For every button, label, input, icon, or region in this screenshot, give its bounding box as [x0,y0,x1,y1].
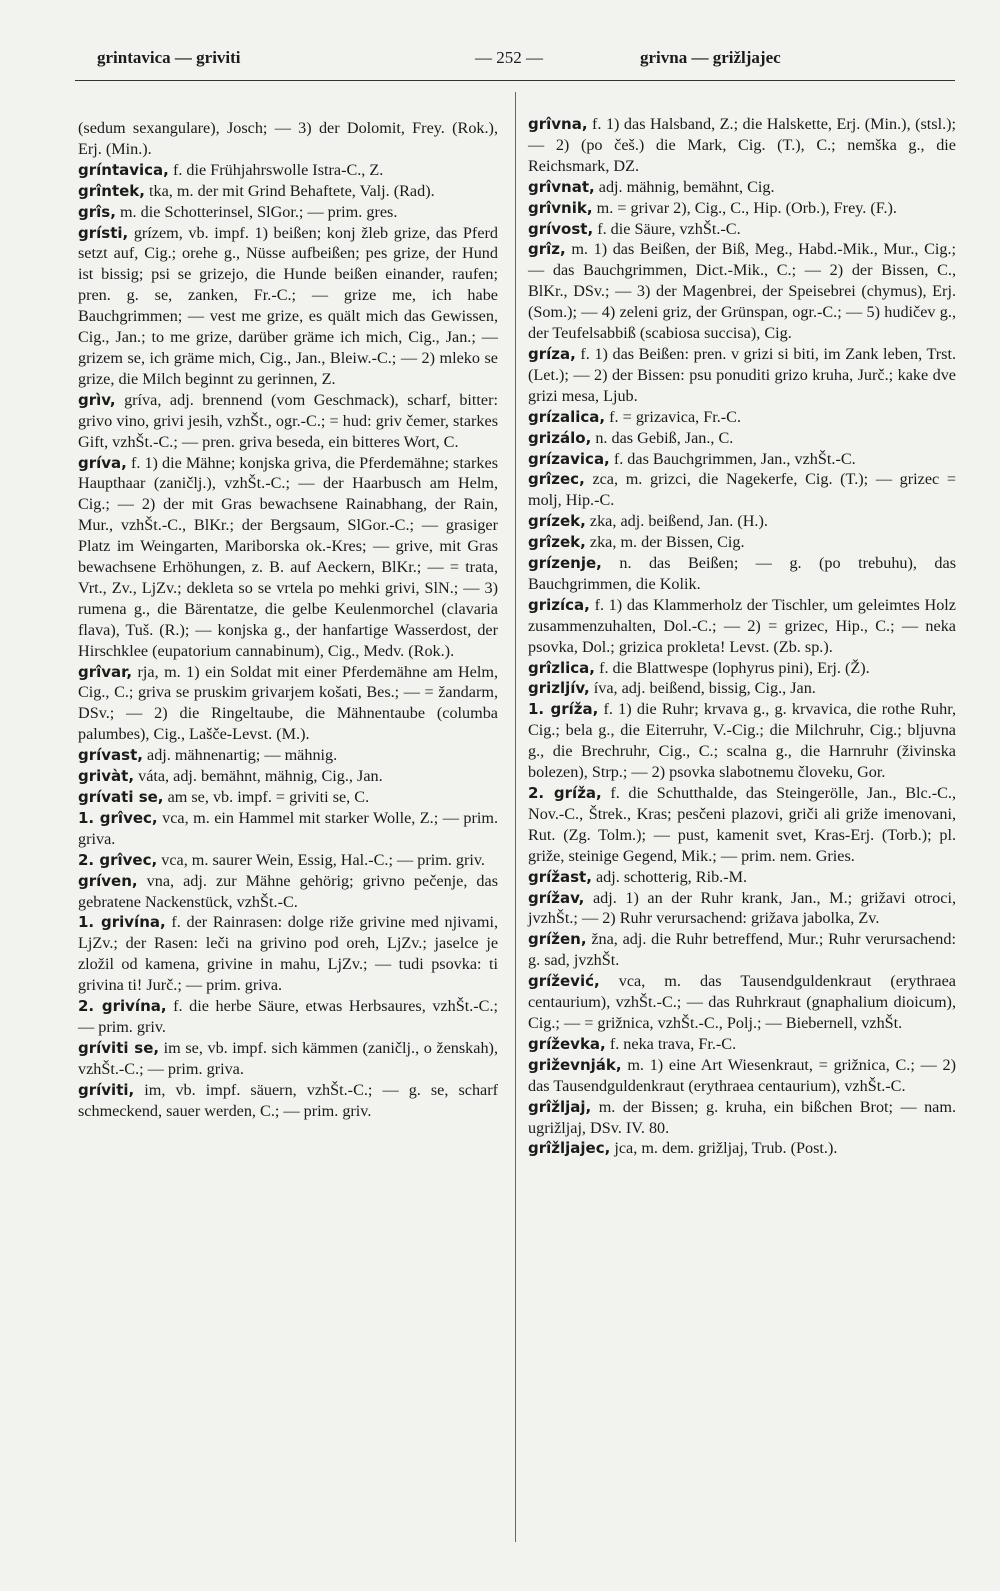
entry-definition: váta, adj. bemähnt, mähnig, Cig., Jan. [138,767,383,786]
entry-headword: 2. gríža, [528,784,602,802]
entry-definition: f. das Bauchgrimmen, Jan., vzhŠt.-C. [613,449,856,468]
dictionary-entry [78,850,498,871]
entry-headword: 1. grîvec, [78,808,158,827]
entry-headword: grivàt, [78,767,135,786]
dictionary-entry [78,118,498,160]
entry-headword: grívati se, [78,788,164,806]
entry-definition: íva, adj. beißend, bissig, Cig., Jan. [593,679,816,698]
entry-headword: griževnják, [528,1055,622,1074]
entry-definition: f. 1) die Mähne; konjska griva, die Pferdemähne; starkes Haupthaar (zaničlj.), vzhŠt.-C.; — der Haarbusch am Helm, Cig.; — 2) der mit Gras bewachsene Rainabhang, der Rain, Mur., vzhŠt.-C., BlKr.; der Bergsaum, SlGor.-C.; — grasiger Platz im Weingarten, Mariborska ok.-Kres; — grive, mit Gras bewachsene Erhöhungen, z. B. auf Aeckern, BlKr.; — = trata, Vrt., Zv., LjZv.; dekleta so se vrtela po mehki grivi, SlN.; — 3) rumena g., die Bärentatze, die gelbe Keulenmorchel (clavaria flava), Tuš. (R.); — konjska g., der hanfartige Wasserdost, der Hirschklee (eupatorium cannabinum), Cig., Medv. (Rok.). [78,453,498,660]
entry-headword: grizíca, [528,595,590,614]
entry-headword: 1. grivína, [78,913,166,932]
entry-headword: grízalica, [528,407,606,426]
entry-headword: grîzlica, [528,658,596,677]
dictionary-entry [528,1097,956,1139]
entry-definition: vca, m. ein Hammel mit starker Wolle, Z.; — prim. griva. [78,808,498,848]
entry-definition: f. die Säure, vzhŠt.-C. [597,219,741,238]
dictionary-entry [528,198,956,219]
entry-headword: gríviti, [78,1080,135,1099]
entry-headword: grîvnik, [528,198,593,217]
entry-headword: gríza, [528,344,576,363]
entry-headword: gríven, [78,871,138,890]
header-rule [75,80,955,81]
entry-headword: grížav, [528,888,585,907]
dictionary-entry [528,469,956,511]
dictionary-entry [78,787,498,808]
entry-definition: m. 1) das Beißen, der Biß, Meg., Habd.-Mik., Mur., Cig.; — das Bauchgrimmen, Dict.-Mik., C.; — 2) der Bissen, C., BlKr., DSv.; — 3) der Magenbrei, der Speisebrei (chymus), Erj. (Som.); — 4) zeleni griz, der Grünspan, ogr.-C.; — 5) hudičev g., der Teufelsabbiß (scabiosa succisa), Cig. [528,240,956,343]
entry-definition: n. das Beißen; — g. (po trebuhu), das Bauchgrimmen, die Kolik. [528,554,957,593]
entry-headword: grîvar, [78,662,133,681]
dictionary-entry [528,1034,956,1055]
dictionary-entry [528,114,956,177]
entry-headword: grízavica, [528,449,610,468]
entry-headword: 1. gríža, [528,700,599,719]
entry-headword: grívast, [78,746,143,765]
entry-definition: tka, m. der mit Grind Behaftete, Valj. (Rad). [149,181,435,200]
entry-headword: grízek, [528,512,586,531]
dictionary-entry [528,177,956,198]
entry-definition: f. die Blattwespe (lophyrus pini), Erj. (Ž). [599,658,870,677]
column-divider [515,92,516,1542]
entry-headword: grîvnat, [528,177,595,196]
entry-definition: n. das Gebiß, Jan., C. [595,428,734,447]
entry-headword: 2. grivína, [78,997,167,1016]
dictionary-entry [528,553,956,595]
entry-headword: grîntek, [78,181,145,200]
entry-definition: zka, adj. beißend, Jan. (H.). [589,512,768,531]
entry-definition: gríva, adj. brennend (vom Geschmack), scharf, bitter: grivo vino, grivi jesih, vzhŠt., ogr.-C.; = hud: griv čemer, starkes Gift, vzhŠt.-C.; — pren. griva beseda, ein bitteres Wort, C. [78,390,499,451]
entry-definition: vca, m. saurer Wein, Essig, Hal.-C.; — prim. griv. [161,850,485,869]
dictionary-entry [528,658,956,679]
dictionary-entry [528,1055,956,1097]
left-column [78,118,498,1122]
dictionary-entry [78,745,498,766]
dictionary-entry [528,595,956,658]
dictionary-entry [78,1038,498,1080]
dictionary-entry [528,428,956,449]
entry-definition: im, vb. impf. säuern, vzhŠt.-C.; — g. se, scharf schmeckend, sauer werden, C.; — prim. griv. [78,1080,499,1120]
dictionary-entry [528,699,956,783]
dictionary-entry [78,453,498,662]
dictionary-entry [78,808,498,850]
entry-definition: f. 1) das Halsband, Z.; die Halskette, Erj. (Min.), (stsl.); — 2) (po češ.) die Mark, Cig. (T.), C.; nemška g., die Reichsmark, DZ. [528,115,957,175]
entry-headword: gríva, [78,453,127,472]
dictionary-entry [528,219,956,240]
dictionary-entry [528,929,956,971]
entry-headword: grîžljaj, [528,1097,592,1116]
dictionary-entry [528,783,956,867]
entry-headword: 2. grîvec, [78,850,158,869]
entry-definition: am se, vb. impf. = griviti se, C. [167,788,370,806]
dictionary-entry [528,407,956,428]
entry-definition: vca, m. das Tausendguldenkraut (erythraea centaurium), vzhŠt.-C.; — das Ruhrkraut (gnaphalium dioicum), Cig.; — = grižnica, vzhŠt.-C., Polj.; — Biebernell, vzhŠt. [528,972,956,1032]
dictionary-entry [78,390,498,453]
entry-definition: adj. mähnig, bemähnt, Cig. [598,177,775,196]
page-number: — 252 — [475,48,543,67]
dictionary-entry [78,912,498,996]
entry-definition: f. die Frühjahrswolle Istra-C., Z. [172,160,384,179]
entry-definition: f. 1) das Beißen: pren. v grizi si biti, im Zank leben, Trst. (Let.); — 2) der Bissen: psu ponuditi grizo kruha, Jurč.; kake dve grizi mesa, Ljub. [528,344,957,405]
right-column [528,114,956,1159]
entry-headword: grizljív, [528,679,590,698]
entry-headword: grížević, [528,972,600,991]
entry-headword: gríntavica, [78,160,169,179]
entry-headword: grîzek, [528,533,586,552]
entry-definition: im se, vb. impf. sich kämmen (zaničlj., o ženskah), vzhŠt.-C.; — prim. griva. [78,1038,498,1078]
entry-definition: zka, m. der Bissen, Cig. [589,533,745,552]
dictionary-entry [528,867,956,888]
entry-definition: f. 1) die Ruhr; krvava g., g. krvavica, die rothe Ruhr, Cig.; bela g., die Eiterruhr, V.-Cig.; die Milchruhr, Cig.; bljuvna g., die Brechruhr, Cig., C.; scalna g., die Harnruhr (živinska bolezen), Strp.; — 2) psovka slabotnemu človeku, Gor. [528,700,957,782]
dictionary-entry [528,971,956,1034]
dictionary-entry [78,871,498,913]
page-header [75,48,955,78]
dictionary-entry [528,239,956,344]
dictionary-entry [528,678,956,699]
entry-headword: grîz, [528,240,566,259]
entry-headword: grívost, [528,219,594,238]
dictionary-entry [78,181,498,202]
entry-definition: žna, adj. die Ruhr betreffend, Mur.; Ruhr verursachend: g. sad, jvzhŠt. [528,930,956,970]
entry-definition: f. der Rainrasen: dolge riže grivine med njivami, LjZv.; der Rasen: leči na grivino pod oreh, LjZv.; jaselce je zložil od kamena, grivine in mahu, LjZv.; — tudi psovka: ti grivina ti! Jurč.; — prim. griva. [78,913,499,995]
dictionary-entry [78,766,498,787]
entry-definition: m. = grivar 2), Cig., C., Hip. (Orb.), Frey. (F.). [596,198,897,217]
entry-definition: f. die Schutthalde, das Steingerölle, Jan., Blc.-C., Nov.-C., Štrek., Kras; pesčeni plazovi, griči ali griže imenovani, Rut. (Zg. Tolm.); — pust, kamenit svet, Kras-Erj. (Torb.); pl. griže, steinige Gegend, Mik.; — prim. nem. Gries. [528,784,956,865]
entry-headword: gríževka, [528,1034,606,1053]
dictionary-entry [78,662,498,746]
entry-headword: grísti, [78,223,129,242]
dictionary-entry [78,1080,498,1122]
entry-definition: f. die herbe Säure, etwas Herbsaures, vzhŠt.-C.; — prim. griv. [78,997,498,1036]
entry-definition: vna, adj. zur Mähne gehörig; grivno pečenje, das gebratene Nackenstück, vzhŠt.-C. [78,871,499,911]
entry-definition: adj. schotterig, Rib.-M. [595,867,748,886]
dictionary-entry [78,223,498,390]
header-right-range: grivna — grižljajec [640,48,781,67]
entry-headword: grîzec, [528,470,585,489]
entry-definition: jca, m. dem. grižljaj, Trub. (Post.). [614,1139,838,1158]
dictionary-entry [528,511,956,532]
dictionary-entry [78,202,498,223]
entry-definition: rja, m. 1) ein Soldat mit einer Pferdemähne am Helm, Cig., C.; griva se pruskim grivarjem košati, Bes.; — = žandarm, DSv.; — 2) die Ringeltaube, die Mähnentaube (columba palumbes), Cig., Lašče-Levst. (M.). [78,662,499,744]
entry-headword: grìv, [78,390,116,409]
dictionary-entry [528,532,956,553]
entry-definition: adj. mähnenartig; — mähnig. [147,746,338,765]
entry-definition: zca, m. grizci, die Nagekerfe, Cig. (T.); — grizec = molj, Hip.-C. [528,470,956,510]
entry-headword: grížast, [528,867,592,886]
entry-definition: (sedum sexangulare), Josch; — 3) der Dolomit, Frey. (Rok.), Erj. (Min.). [78,119,498,158]
dictionary-entry [528,449,956,470]
entry-headword: grîžljajec, [528,1139,611,1158]
entry-definition: grízem, vb. impf. 1) beißen; konj žleb grize, das Pferd setzt auf, Cig.; orehe g., Nüsse aufbeißen; pes grize, der Hund ist bissig; psi se grizejo, die Hunde beißen einander, raufen; pren. g. se, zanken, Fr.-C.; — grize me, ich habe Bauchgrimmen; — vest me grize, es quält mich das Gewissen, Cig., Jan.; to me grize, darüber gräme ich mich, Cig., Jan.; — grizem se, ich gräme mich, Cig., Jan., Bleiw.-C.; — 2) mleko se grize, die Milch beginnt zu gerinnen, Z. [78,223,498,388]
header-left-range: grintavica — griviti [97,48,241,67]
dictionary-entry [528,1138,956,1159]
entry-headword: grížen, [528,930,587,949]
dictionary-entry [78,996,498,1038]
entry-headword: gríviti se, [78,1038,160,1057]
entry-definition: m. die Schotterinsel, SlGor.; — prim. gres. [119,202,398,221]
entry-headword: grîs, [78,202,116,221]
entry-definition: f. neka trava, Fr.-C. [609,1034,737,1053]
dictionary-entry [528,888,956,930]
entry-definition: m. 1) eine Art Wiesenkraut, = grižnica, C.; — 2) das Tausendguldenkraut (erythraea centaurium), vzhŠt.-C. [528,1055,956,1095]
entry-headword: grizálo, [528,428,592,447]
entry-headword: grízenje, [528,554,602,573]
entry-definition: f. 1) das Klammerholz der Tischler, um geleimtes Holz zusammenzuhalten, Dol.-C.; — 2) = grizec, Hip., C.; — neka psovka, Dol.; grizica prokleta! Levst. (Zb. sp.). [528,595,956,656]
entry-headword: grîvna, [528,115,588,133]
dictionary-entry [528,344,956,407]
entry-definition: m. der Bissen; g. kruha, ein bißchen Brot; — nam. ugrižljaj, DSv. IV. 80. [528,1097,957,1137]
entry-definition: f. = grizavica, Fr.-C. [609,407,742,426]
dictionary-entry [78,160,498,181]
entry-definition: adj. 1) an der Ruhr krank, Jan., M.; grižavi otroci, jvzhŠt.; — 2) Ruhr verursachend: grižava jabolka, Zv. [528,888,957,928]
